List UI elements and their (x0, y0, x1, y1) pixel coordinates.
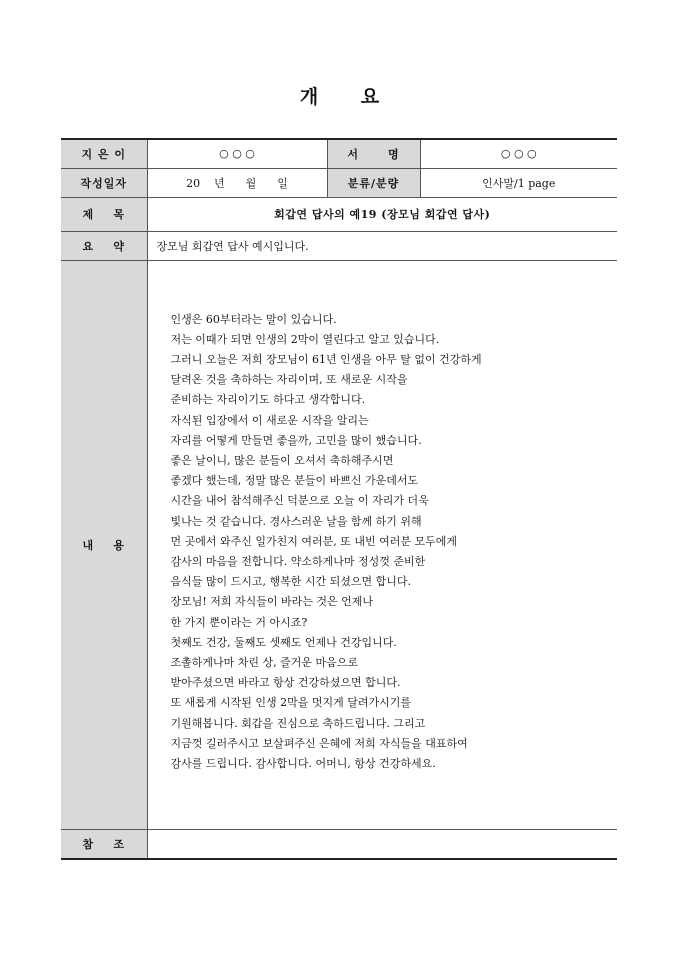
reference-row (61, 829, 617, 859)
author-row (61, 139, 617, 168)
reference-label: 참 조 (61, 829, 147, 859)
content-line: 받아주셨으면 바라고 항상 건강하셨으면 합니다. (170, 676, 401, 690)
content-line: 지금껏 길러주시고 보살펴주신 은혜에 저희 자식들을 대표하여 (170, 736, 468, 750)
subject-label: 제 목 (61, 197, 147, 231)
summary-value[interactable]: 장모님 회갑연 답사 예시입니다. (147, 231, 617, 260)
content-line: 먼 곳에서 와주신 일가친지 여러분, 또 내빈 여러분 모두에게 (170, 534, 457, 548)
subject-value[interactable]: 회갑연 답사의 예19 (장모님 회갑연 답사) (147, 197, 617, 231)
content-line: 시간을 내어 참석해주신 덕분으로 오늘 이 자리가 더욱 (170, 494, 429, 508)
content-line: 그러니 오늘은 저희 장모님이 61년 인생을 아무 탈 없이 건강하게 (170, 352, 482, 366)
content-line: 감사를 드립니다. 감사합니다. 어머니, 항상 건강하세요. (170, 756, 436, 770)
content-line: 한 가지 뿐이라는 거 아시죠? (170, 615, 308, 629)
date-value[interactable]: 20 년 월 일 (147, 168, 327, 197)
category-value[interactable]: 인사말/1 page (420, 168, 617, 197)
content-line: 저는 이때가 되면 인생의 2막이 열린다고 알고 있습니다. (170, 332, 440, 346)
content-line: 좋겠다 했는데, 정말 많은 분들이 바쁘신 가운데서도 (170, 474, 419, 488)
content-line: 기원해봅니다. 회갑을 진심으로 축하드립니다. 그리고 (170, 716, 426, 730)
author-label: 지 은 이 (61, 139, 147, 168)
content-line: 음식들 많이 드시고, 행복한 시간 되셨으면 합니다. (170, 575, 411, 589)
content-body[interactable] (147, 260, 617, 829)
category-label: 분류/분량 (327, 168, 420, 197)
content-line: 자리를 어떻게 만들면 좋을까, 고민을 많이 했습니다. (170, 433, 422, 447)
subject-row (61, 197, 617, 231)
content-line: 첫째도 건강, 둘째도 셋째도 언제나 건강입니다. (170, 635, 397, 649)
content-line: 감사의 마음을 전합니다. 약소하게나마 정성껏 준비한 (170, 554, 426, 568)
content-line: 자식된 입장에서 이 새로운 시작을 알리는 (170, 413, 369, 427)
content-line: 준비하는 자리이기도 하다고 생각합니다. (170, 393, 366, 407)
content-line: 또 새롭게 시작된 인생 2막을 멋지게 달려가시기를 (170, 696, 411, 710)
author-value[interactable]: ○ ○ ○ (147, 139, 327, 168)
summary-label: 요 약 (61, 231, 147, 260)
content-line: 달려온 것을 축하하는 자리이며, 또 새로운 시작을 (170, 373, 408, 387)
summary-row (61, 231, 617, 260)
page-title: 개 요 (299, 86, 381, 108)
document-form (61, 138, 617, 860)
content-line: 조촐하게나마 차린 상, 즐거운 마음으로 (170, 655, 358, 669)
content-line: 좋은 날이니, 많은 분들이 오셔서 축하해주시면 (170, 453, 394, 467)
content-text (148, 261, 618, 775)
reference-value[interactable] (147, 829, 617, 859)
content-row (61, 260, 617, 829)
content-line: 장모님! 저희 자식들이 바라는 것은 언제나 (170, 595, 374, 609)
content-line: 인생은 60부터라는 말이 있습니다. (170, 312, 337, 326)
date-row (61, 168, 617, 197)
content-label: 내 용 (61, 260, 147, 829)
date-label: 작성일자 (61, 168, 147, 197)
signature-value[interactable]: ○ ○ ○ (420, 139, 617, 168)
signature-label: 서 명 (327, 139, 420, 168)
content-line: 빛나는 것 같습니다. 경사스러운 날을 함께 하기 위해 (170, 514, 422, 528)
